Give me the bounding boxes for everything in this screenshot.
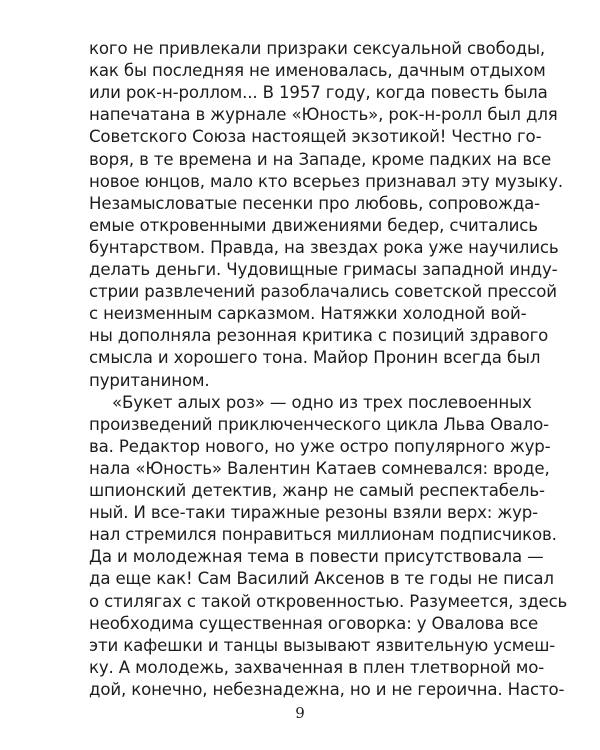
text-line: емые откровенными движениями бедер, считались [89,215,538,235]
text-line: эти кафешки и танцы вызывают язвительную усмеш- [89,635,556,655]
text-line: смысла и хорошего тона. Майор Пронин всегда был [89,348,541,368]
text-line: ны дополняла резонная критика с позиций здравого [89,326,549,346]
text-line: да еще как! Сам Василий Аксенов в те годы не писал [89,569,554,589]
text-line: нала «Юность» Валентин Катаев сомневался: вроде, [89,458,550,478]
text-line: необходима существенная оговорка: у Овалова все [89,613,539,633]
text-line: стрии развлечений разоблачались советской прессой [89,282,557,302]
text-line: о стилягах с такой откровенностью. Разумеется, здесь [89,591,568,611]
text-line: или рок-н-роллом... В 1957 году, когда повесть была [89,83,548,103]
text-line: бунтарством. Правда, на звездах рока уже научились [89,237,559,257]
text-line: Незамысловатые песенки про любовь, сопровожда- [89,193,541,213]
text-line: делать деньги. Чудовищные гримасы западной инду- [89,260,558,279]
text-line: воря, в те времена и на Западе, кроме падких на все [89,149,552,169]
text-line: дой, конечно, небезнадежна, но и не героична. Насто- [89,679,565,699]
text-line: произведений приключенческого цикла Льва Овало- [89,414,549,434]
text-line: напечатана в журнале «Юность», рок-н-ролл был для [89,105,558,125]
text-line: ный. И все-таки тиражные резоны взяли верх: жур- [89,503,539,523]
text-line: новое юнцов, мало кто всерьез признавал эту музыку. [89,171,564,191]
text-line: Советского Союза настоящей экзотикой! Честно го- [89,127,542,147]
text-line: Да и молодежная тема в повести присутствовала — [89,547,544,567]
text-line: ку. А молодежь, захваченная в плен тлетворной мо- [89,657,545,677]
text-line: кого не привлекали призраки сексуальной свободы, [89,39,546,58]
text-line: с неизменным сарказмом. Натяжки холодной вой- [89,304,527,324]
page-number: 9 [295,704,305,722]
text-line: нал стремился понравиться миллионам подписчиков. [89,525,557,545]
text-line: шпионский детектив, жанр не самый респектабель- [89,481,545,500]
text-line: пуританином. [89,370,210,390]
text-line: «Букет алых роз» — одно из трех послевоенных [112,392,532,412]
text-line: как бы последняя не именовалась, дачным отдыхом [89,61,546,81]
text-line: ва. Редактор нового, но уже остро популярного жур- [89,436,551,456]
